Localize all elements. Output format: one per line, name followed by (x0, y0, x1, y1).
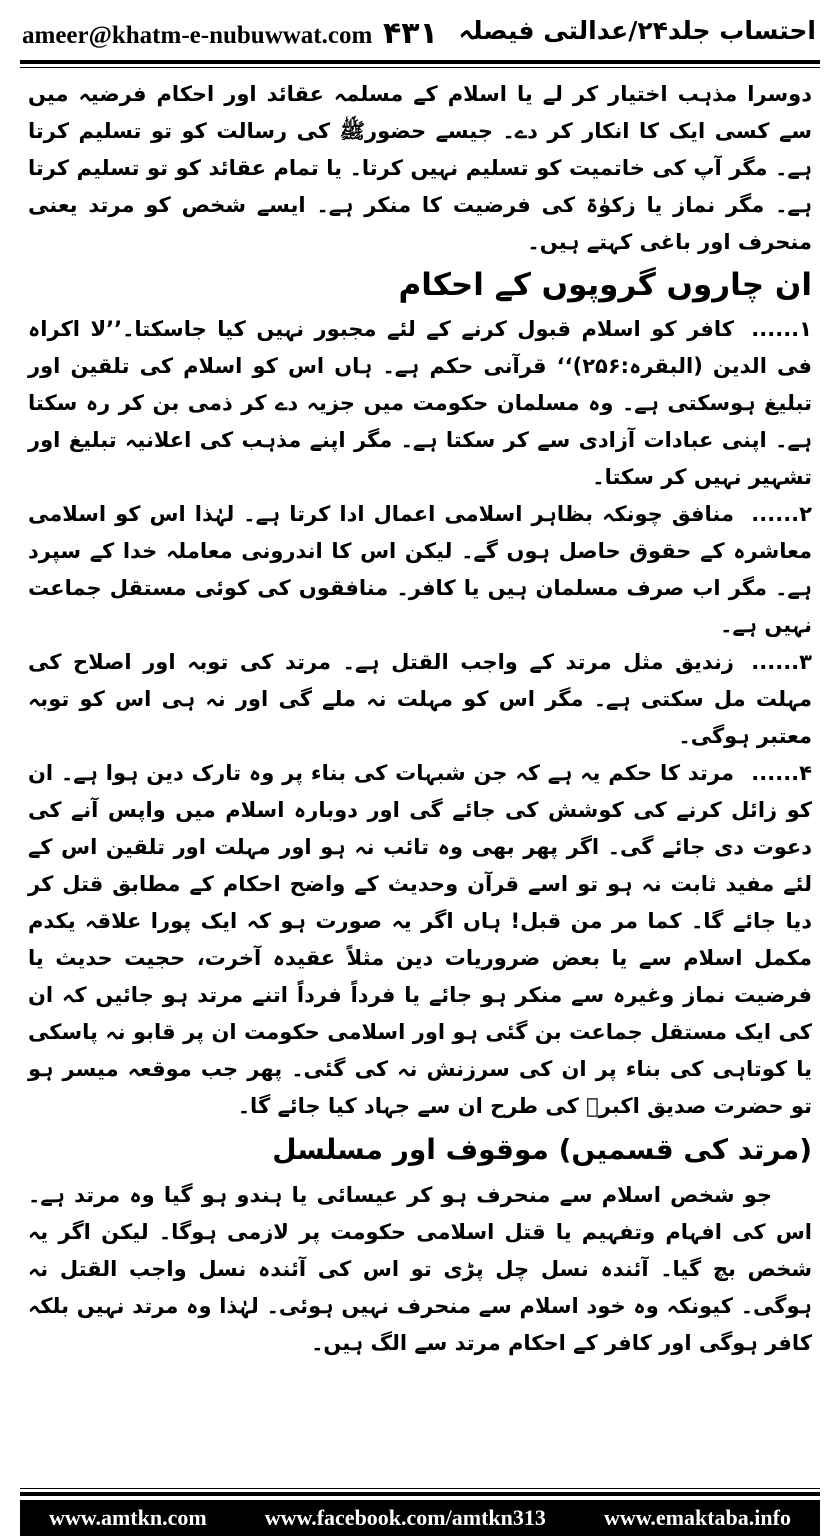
intro-paragraph: دوسرا مذہب اختیار کر لے یا اسلام کے مسلمہ عقائد اور احکام فرضیہ میں سے کسی ایک کا انکار کر دے۔ جیسے حضورﷺ کی رسالت کو تو تسلیم کرتا ہے۔ مگر آپ کی خاتمیت کو تسلیم نہیں کرتا۔ یا تمام عقائد کو تو تسلیم کرتا ہے۔ مگر نماز یا زکوٰۃ کی فرضیت کا منکر ہے۔ ایسے شخص کو مرتد یعنی منحرف اور باغی کہتے ہیں۔ (28, 82, 812, 254)
ruling-item-2 (28, 496, 812, 644)
header-rule-thick (20, 60, 820, 64)
final-paragraph (28, 1177, 812, 1362)
footer-link-amtkn[interactable]: www.amtkn.com (49, 1505, 207, 1530)
page-number: ۴۳۱ (383, 16, 438, 51)
item-number: ۴...... (751, 761, 812, 785)
section-heading-rulings: ان چاروں گروپوں کے احکام (398, 267, 812, 303)
item-number: ۱...... (751, 317, 812, 341)
footer-link-facebook[interactable]: www.facebook.com/amtkn313 (264, 1505, 546, 1530)
ruling-item-3 (28, 644, 812, 755)
section-heading-apostate-types: (مرتد کی قسمیں) موقوف اور مسلسل (272, 1133, 812, 1166)
page-footer (0, 1488, 840, 1540)
footer-rule-thick (20, 1492, 820, 1496)
item-text: منافق چونکہ بظاہر اسلامی اعمال ادا کرتا ہے۔ لہٰذا اس کو اسلامی معاشرہ کے حقوق حاصل ہوں گے۔ لیکن اس کا اندرونی معاملہ خدا کے سپرد ہے۔ مگر اب صرف مسلمان ہیں یا کافر۔ منافقوں کی کوئی مستقل جماعت نہیں ہے۔ (28, 502, 812, 637)
item-number: ۳...... (751, 650, 812, 674)
page-content (28, 76, 812, 1362)
ruling-item-4 (28, 755, 812, 1125)
footer-links-bar (20, 1500, 820, 1536)
header-rule-thin (20, 67, 820, 68)
item-text: زندیق مثل مرتد کے واجب القتل ہے۔ مرتد کی توبہ اور اصلاح کی مہلت مل سکتی ہے۔ مگر اس کو مہلت نہ ملے گی اور نہ ہی اس کو توبہ معتبر ہوگی۔ (28, 650, 812, 748)
item-text: کافر کو اسلام قبول کرنے کے لئے مجبور نہیں کیا جاسکتا۔’’لا اکراہ فی الدین (البقرہ:۲۵۶)‘‘ قرآنی حکم ہے۔ ہاں اس کو اسلام کی تلقین اور تبلیغ ہوسکتی ہے۔ وہ مسلمان حکومت میں جزیہ دے کر ذمی بن کر رہ سکتا ہے۔ اپنی عبادات آزادی سے کر سکتا ہے۔ مگر اپنے مذہب کی اعلانیہ تبلیغ اور تشہیر نہیں کر سکتا۔ (28, 317, 812, 489)
final-paragraph-text: جو شخص اسلام سے منحرف ہو کر عیسائی یا ہندو ہو گیا وہ مرتد ہے۔ اس کی افہام وتفہیم یا قتل اسلامی حکومت پر لازمی ہوگا۔ لیکن اگر یہ شخص بچ گیا۔ آئندہ نسل چل پڑی تو اس کی آئندہ نسل واجب القتل نہ ہوگی۔ کیونکہ وہ خود اسلام سے منحرف نہیں ہوئی۔ لہٰذا وہ مرتد نہیں بلکہ کافر ہوگی اور کافر کے احکام مرتد سے الگ ہیں۔ (28, 1183, 812, 1355)
item-number: ۲...... (751, 502, 812, 526)
page-header (0, 0, 840, 64)
book-title: احتساب جلد۲۴/عدالتی فیصلہ (458, 16, 816, 45)
item-text: مرتد کا حکم یہ ہے کہ جن شبہات کی بناء پر وہ تارک دین ہوا ہے۔ ان کو زائل کرنے کی کوشش کی جائے گی اور دوبارہ اسلام میں واپس آنے کی دعوت دی جائے گی۔ اگر پھر بھی وہ تائب نہ ہو اور مہلت اور تلقین اس کے لئے مفید ثابت نہ ہو تو اسے قرآن وحدیث کے واضح احکام کے مطابق قتل کر دیا جائے گا۔ کما مر من قبل! ہاں اگر یہ صورت ہو کہ ایک پورا علاقہ یکدم مکمل اسلام سے یا بعض ضروریات دین مثلاً عقیدہ آخرت، حجیت حدیث یا فرضیت نماز وغیرہ سے منکر ہو جائے یا فرداً فرداً اتنے مرتد ہو جائیں کہ ان کی ایک مستقل جماعت بن گئی ہو اور اسلامی حکومت ان پر قابو نہ پاسکی یا کوتاہی کی بناء پر ان کی سرزنش نہ کی گئی۔ پھر جب موقعہ میسر ہو تو حضرت صدیق اکبرؓ کی طرح ان سے جہاد کیا جائے گا۔ (28, 761, 812, 1118)
ruling-item-1 (28, 311, 812, 496)
footer-link-emaktaba[interactable]: www.emaktaba.info (603, 1505, 791, 1530)
footer-rule-thin (20, 1488, 820, 1489)
header-email: ameer@khatm-e-nubuwwat.com (22, 22, 373, 49)
